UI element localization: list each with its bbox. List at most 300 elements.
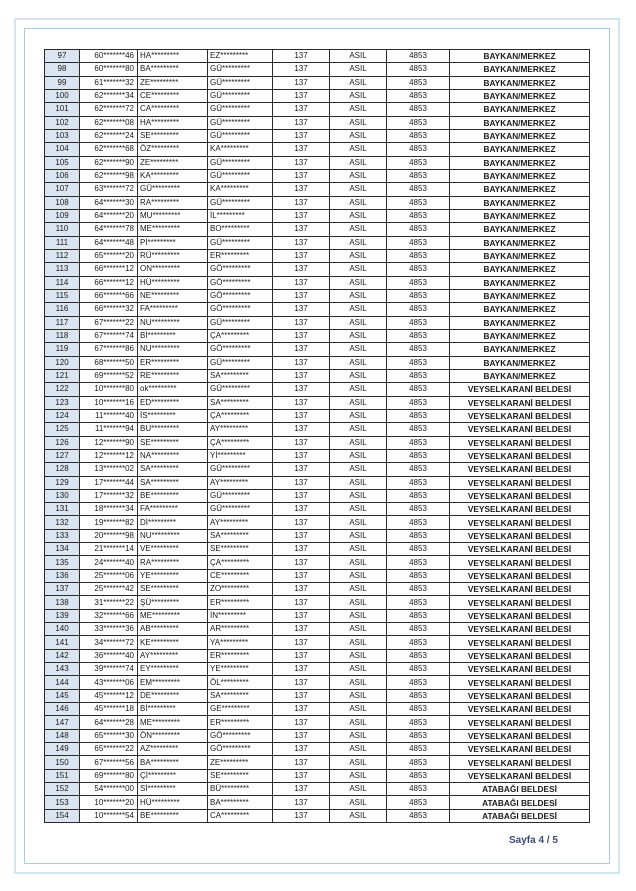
score-cell: 137 (273, 369, 330, 382)
last-name-cell: ÖL********* (208, 676, 273, 689)
first-name-cell: İS********* (138, 409, 208, 422)
institution-cell: VEYSELKARANİ BELDESİ (450, 503, 590, 516)
code-cell: 4853 (387, 76, 450, 89)
last-name-cell: GE********* (208, 703, 273, 716)
institution-cell: BAYKAN/MERKEZ (450, 196, 590, 209)
id-number-cell: 62*******08 (80, 116, 138, 129)
row-number-cell: 145 (45, 689, 80, 702)
code-cell: 4853 (387, 689, 450, 702)
row-number-cell: 126 (45, 436, 80, 449)
code-cell: 4853 (387, 316, 450, 329)
row-number-cell: 135 (45, 556, 80, 569)
score-cell: 137 (273, 343, 330, 356)
first-name-cell: ED********* (138, 396, 208, 409)
score-cell: 137 (273, 356, 330, 369)
institution-cell: VEYSELKARANİ BELDESİ (450, 543, 590, 556)
table-row (45, 489, 590, 502)
score-cell: 137 (273, 503, 330, 516)
id-number-cell: 12*******12 (80, 449, 138, 462)
institution-cell: ATABAĞI BELDESİ (450, 809, 590, 822)
row-number-cell: 129 (45, 476, 80, 489)
code-cell: 4853 (387, 249, 450, 262)
institution-cell: ATABAĞI BELDESİ (450, 796, 590, 809)
status-cell: ASIL (330, 449, 387, 462)
code-cell: 4853 (387, 676, 450, 689)
row-number-cell: 121 (45, 369, 80, 382)
status-cell: ASIL (330, 743, 387, 756)
first-name-cell: ÖN********* (138, 729, 208, 742)
first-name-cell: ZE********* (138, 156, 208, 169)
code-cell: 4853 (387, 223, 450, 236)
last-name-cell: CA********* (208, 809, 273, 822)
institution-cell: BAYKAN/MERKEZ (450, 209, 590, 222)
code-cell: 4853 (387, 583, 450, 596)
institution-cell: VEYSELKARANİ BELDESİ (450, 529, 590, 542)
status-cell: ASIL (330, 649, 387, 662)
id-number-cell: 17*******32 (80, 489, 138, 502)
row-number-cell: 134 (45, 543, 80, 556)
code-cell: 4853 (387, 743, 450, 756)
code-cell: 4853 (387, 50, 450, 63)
table-row (45, 209, 590, 222)
status-cell: ASIL (330, 716, 387, 729)
score-cell: 137 (273, 729, 330, 742)
score-cell: 137 (273, 556, 330, 569)
status-cell: ASIL (330, 583, 387, 596)
last-name-cell: GÜ********* (208, 503, 273, 516)
status-cell: ASIL (330, 249, 387, 262)
last-name-cell: GÜ********* (208, 76, 273, 89)
institution-cell: VEYSELKARANİ BELDESİ (450, 383, 590, 396)
code-cell: 4853 (387, 303, 450, 316)
score-cell: 137 (273, 516, 330, 529)
last-name-cell: GÜ********* (208, 89, 273, 102)
first-name-cell: ME********* (138, 716, 208, 729)
last-name-cell: BO********* (208, 223, 273, 236)
table-row (45, 356, 590, 369)
first-name-cell: SA********* (138, 463, 208, 476)
first-name-cell: NA********* (138, 449, 208, 462)
institution-cell: VEYSELKARANİ BELDESİ (450, 716, 590, 729)
table-row (45, 516, 590, 529)
score-cell: 137 (273, 196, 330, 209)
code-cell: 4853 (387, 383, 450, 396)
row-number-cell: 101 (45, 103, 80, 116)
institution-cell: BAYKAN/MERKEZ (450, 289, 590, 302)
table-row (45, 756, 590, 769)
status-cell: ASIL (330, 476, 387, 489)
status-cell: ASIL (330, 436, 387, 449)
id-number-cell: 32*******66 (80, 609, 138, 622)
institution-cell: BAYKAN/MERKEZ (450, 329, 590, 342)
score-cell: 137 (273, 263, 330, 276)
row-number-cell: 104 (45, 143, 80, 156)
status-cell: ASIL (330, 689, 387, 702)
institution-cell: VEYSELKARANİ BELDESİ (450, 583, 590, 596)
code-cell: 4853 (387, 209, 450, 222)
code-cell: 4853 (387, 516, 450, 529)
score-cell: 137 (273, 783, 330, 796)
institution-cell: VEYSELKARANİ BELDESİ (450, 569, 590, 582)
id-number-cell: 65*******30 (80, 729, 138, 742)
id-number-cell: 64*******30 (80, 196, 138, 209)
score-cell: 137 (273, 569, 330, 582)
row-number-cell: 131 (45, 503, 80, 516)
last-name-cell: GÖ********* (208, 263, 273, 276)
row-number-cell: 116 (45, 303, 80, 316)
table-row (45, 649, 590, 662)
code-cell: 4853 (387, 463, 450, 476)
table-row (45, 183, 590, 196)
score-cell: 137 (273, 303, 330, 316)
first-name-cell: HA********* (138, 116, 208, 129)
institution-cell: BAYKAN/MERKEZ (450, 303, 590, 316)
first-name-cell: RA********* (138, 196, 208, 209)
code-cell: 4853 (387, 609, 450, 622)
last-name-cell: KA********* (208, 183, 273, 196)
score-cell: 137 (273, 129, 330, 142)
last-name-cell: GÜ********* (208, 169, 273, 182)
status-cell: ASIL (330, 156, 387, 169)
first-name-cell: ER********* (138, 356, 208, 369)
table-row (45, 596, 590, 609)
table-row (45, 583, 590, 596)
table-row (45, 716, 590, 729)
first-name-cell: ON********* (138, 263, 208, 276)
first-name-cell: RE********* (138, 369, 208, 382)
status-cell: ASIL (330, 503, 387, 516)
institution-cell: BAYKAN/MERKEZ (450, 116, 590, 129)
row-number-cell: 143 (45, 663, 80, 676)
first-name-cell: Pİ********* (138, 236, 208, 249)
table-row (45, 396, 590, 409)
score-cell: 137 (273, 436, 330, 449)
table-row (45, 116, 590, 129)
first-name-cell: SE********* (138, 436, 208, 449)
last-name-cell: GÖ********* (208, 303, 273, 316)
institution-cell: BAYKAN/MERKEZ (450, 276, 590, 289)
institution-cell: BAYKAN/MERKEZ (450, 63, 590, 76)
table-row (45, 50, 590, 63)
code-cell: 4853 (387, 556, 450, 569)
score-cell: 137 (273, 396, 330, 409)
score-cell: 137 (273, 143, 330, 156)
status-cell: ASIL (330, 529, 387, 542)
last-name-cell: İL********* (208, 209, 273, 222)
id-number-cell: 69*******80 (80, 769, 138, 782)
institution-cell: VEYSELKARANİ BELDESİ (450, 743, 590, 756)
score-cell: 137 (273, 596, 330, 609)
status-cell: ASIL (330, 223, 387, 236)
code-cell: 4853 (387, 449, 450, 462)
code-cell: 4853 (387, 156, 450, 169)
table-row (45, 409, 590, 422)
status-cell: ASIL (330, 369, 387, 382)
row-number-cell: 137 (45, 583, 80, 596)
id-number-cell: 21*******14 (80, 543, 138, 556)
status-cell: ASIL (330, 169, 387, 182)
score-cell: 137 (273, 476, 330, 489)
id-number-cell: 13*******02 (80, 463, 138, 476)
code-cell: 4853 (387, 183, 450, 196)
status-cell: ASIL (330, 343, 387, 356)
first-name-cell: KA********* (138, 169, 208, 182)
last-name-cell: ÇA********* (208, 436, 273, 449)
institution-cell: VEYSELKARANİ BELDESİ (450, 609, 590, 622)
institution-cell: BAYKAN/MERKEZ (450, 356, 590, 369)
score-cell: 137 (273, 383, 330, 396)
score-cell: 137 (273, 63, 330, 76)
last-name-cell: GÜ********* (208, 489, 273, 502)
status-cell: ASIL (330, 609, 387, 622)
table-row (45, 249, 590, 262)
institution-cell: BAYKAN/MERKEZ (450, 316, 590, 329)
first-name-cell: ZE********* (138, 76, 208, 89)
table-row (45, 169, 590, 182)
code-cell: 4853 (387, 143, 450, 156)
last-name-cell: SA********* (208, 529, 273, 542)
id-number-cell: 66*******32 (80, 303, 138, 316)
row-number-cell: 112 (45, 249, 80, 262)
score-cell: 137 (273, 463, 330, 476)
first-name-cell: AB********* (138, 623, 208, 636)
last-name-cell: YA********* (208, 636, 273, 649)
institution-cell: VEYSELKARANİ BELDESİ (450, 409, 590, 422)
score-cell: 137 (273, 423, 330, 436)
status-cell: ASIL (330, 623, 387, 636)
code-cell: 4853 (387, 529, 450, 542)
score-cell: 137 (273, 249, 330, 262)
institution-cell: BAYKAN/MERKEZ (450, 223, 590, 236)
first-name-cell: NU********* (138, 316, 208, 329)
status-cell: ASIL (330, 796, 387, 809)
table-row (45, 223, 590, 236)
table-row (45, 263, 590, 276)
status-cell: ASIL (330, 303, 387, 316)
status-cell: ASIL (330, 143, 387, 156)
id-number-cell: 17*******44 (80, 476, 138, 489)
table-row (45, 543, 590, 556)
institution-cell: BAYKAN/MERKEZ (450, 236, 590, 249)
table-row (45, 383, 590, 396)
institution-cell: BAYKAN/MERKEZ (450, 183, 590, 196)
id-number-cell: 62*******24 (80, 129, 138, 142)
last-name-cell: GÖ********* (208, 729, 273, 742)
table-row (45, 729, 590, 742)
table-row (45, 236, 590, 249)
row-number-cell: 106 (45, 169, 80, 182)
code-cell: 4853 (387, 103, 450, 116)
score-cell: 137 (273, 89, 330, 102)
first-name-cell: BA********* (138, 63, 208, 76)
last-name-cell: ER********* (208, 716, 273, 729)
status-cell: ASIL (330, 783, 387, 796)
table-row (45, 369, 590, 382)
id-number-cell: 66*******12 (80, 263, 138, 276)
code-cell: 4853 (387, 89, 450, 102)
row-number-cell: 144 (45, 676, 80, 689)
status-cell: ASIL (330, 316, 387, 329)
institution-cell: BAYKAN/MERKEZ (450, 89, 590, 102)
status-cell: ASIL (330, 236, 387, 249)
status-cell: ASIL (330, 569, 387, 582)
institution-cell: VEYSELKARANİ BELDESİ (450, 556, 590, 569)
score-cell: 137 (273, 583, 330, 596)
code-cell: 4853 (387, 543, 450, 556)
last-name-cell: GÜ********* (208, 383, 273, 396)
score-cell: 137 (273, 636, 330, 649)
id-number-cell: 64*******48 (80, 236, 138, 249)
score-cell: 137 (273, 703, 330, 716)
institution-cell: BAYKAN/MERKEZ (450, 263, 590, 276)
status-cell: ASIL (330, 103, 387, 116)
code-cell: 4853 (387, 289, 450, 302)
row-number-cell: 151 (45, 769, 80, 782)
row-number-cell: 152 (45, 783, 80, 796)
code-cell: 4853 (387, 636, 450, 649)
first-name-cell: ÖZ********* (138, 143, 208, 156)
first-name-cell: FA********* (138, 503, 208, 516)
score-cell: 137 (273, 609, 330, 622)
last-name-cell: ER********* (208, 649, 273, 662)
score-cell: 137 (273, 649, 330, 662)
id-number-cell: 64*******78 (80, 223, 138, 236)
code-cell: 4853 (387, 729, 450, 742)
table-row (45, 463, 590, 476)
table-row (45, 316, 590, 329)
row-number-cell: 108 (45, 196, 80, 209)
first-name-cell: HÜ********* (138, 276, 208, 289)
last-name-cell: GÜ********* (208, 236, 273, 249)
row-number-cell: 139 (45, 609, 80, 622)
last-name-cell: SA********* (208, 689, 273, 702)
code-cell: 4853 (387, 769, 450, 782)
institution-cell: BAYKAN/MERKEZ (450, 169, 590, 182)
id-number-cell: 61*******32 (80, 76, 138, 89)
last-name-cell: CE********* (208, 569, 273, 582)
id-number-cell: 62*******68 (80, 143, 138, 156)
first-name-cell: KE********* (138, 636, 208, 649)
last-name-cell: ÇA********* (208, 409, 273, 422)
last-name-cell: GÜ********* (208, 463, 273, 476)
row-number-cell: 130 (45, 489, 80, 502)
institution-cell: BAYKAN/MERKEZ (450, 103, 590, 116)
first-name-cell: EY********* (138, 663, 208, 676)
institution-cell: BAYKAN/MERKEZ (450, 76, 590, 89)
institution-cell: VEYSELKARANİ BELDESİ (450, 516, 590, 529)
last-name-cell: AY********* (208, 423, 273, 436)
table-row (45, 529, 590, 542)
status-cell: ASIL (330, 63, 387, 76)
code-cell: 4853 (387, 343, 450, 356)
table-row (45, 196, 590, 209)
id-number-cell: 19*******82 (80, 516, 138, 529)
score-cell: 137 (273, 116, 330, 129)
score-cell: 137 (273, 449, 330, 462)
id-number-cell: 33*******36 (80, 623, 138, 636)
institution-cell: BAYKAN/MERKEZ (450, 369, 590, 382)
row-number-cell: 111 (45, 236, 80, 249)
row-number-cell: 99 (45, 76, 80, 89)
score-cell: 137 (273, 183, 330, 196)
code-cell: 4853 (387, 196, 450, 209)
code-cell: 4853 (387, 716, 450, 729)
first-name-cell: RÜ********* (138, 249, 208, 262)
institution-cell: VEYSELKARANİ BELDESİ (450, 476, 590, 489)
table-row (45, 343, 590, 356)
code-cell: 4853 (387, 596, 450, 609)
institution-cell: VEYSELKARANİ BELDESİ (450, 729, 590, 742)
table-row (45, 449, 590, 462)
id-number-cell: 67*******74 (80, 329, 138, 342)
code-cell: 4853 (387, 263, 450, 276)
table-row (45, 809, 590, 822)
last-name-cell: ÇA********* (208, 329, 273, 342)
status-cell: ASIL (330, 383, 387, 396)
status-cell: ASIL (330, 556, 387, 569)
code-cell: 4853 (387, 796, 450, 809)
row-number-cell: 100 (45, 89, 80, 102)
row-number-cell: 125 (45, 423, 80, 436)
table-row (45, 289, 590, 302)
status-cell: ASIL (330, 196, 387, 209)
status-cell: ASIL (330, 129, 387, 142)
status-cell: ASIL (330, 756, 387, 769)
code-cell: 4853 (387, 129, 450, 142)
last-name-cell: GÜ********* (208, 116, 273, 129)
first-name-cell: ok********* (138, 383, 208, 396)
id-number-cell: 62*******90 (80, 156, 138, 169)
table-row (45, 769, 590, 782)
first-name-cell: ME********* (138, 609, 208, 622)
first-name-cell: BE********* (138, 809, 208, 822)
id-number-cell: 11*******40 (80, 409, 138, 422)
last-name-cell: GÜ********* (208, 103, 273, 116)
id-number-cell: 43*******06 (80, 676, 138, 689)
status-cell: ASIL (330, 289, 387, 302)
id-number-cell: 45*******18 (80, 703, 138, 716)
institution-cell: BAYKAN/MERKEZ (450, 143, 590, 156)
code-cell: 4853 (387, 503, 450, 516)
last-name-cell: GÜ********* (208, 156, 273, 169)
status-cell: ASIL (330, 423, 387, 436)
row-number-cell: 140 (45, 623, 80, 636)
first-name-cell: Bİ********* (138, 703, 208, 716)
id-number-cell: 24*******40 (80, 556, 138, 569)
score-cell: 137 (273, 623, 330, 636)
id-number-cell: 39*******74 (80, 663, 138, 676)
table-row (45, 783, 590, 796)
row-number-cell: 109 (45, 209, 80, 222)
status-cell: ASIL (330, 463, 387, 476)
first-name-cell: SE********* (138, 583, 208, 596)
table-row (45, 569, 590, 582)
last-name-cell: BÜ********* (208, 783, 273, 796)
row-number-cell: 117 (45, 316, 80, 329)
row-number-cell: 136 (45, 569, 80, 582)
first-name-cell: NU********* (138, 343, 208, 356)
score-cell: 137 (273, 716, 330, 729)
first-name-cell: SA********* (138, 476, 208, 489)
code-cell: 4853 (387, 329, 450, 342)
id-number-cell: 69*******52 (80, 369, 138, 382)
id-number-cell: 10*******16 (80, 396, 138, 409)
institution-cell: VEYSELKARANİ BELDESİ (450, 423, 590, 436)
last-name-cell: SA********* (208, 369, 273, 382)
score-cell: 137 (273, 209, 330, 222)
first-name-cell: EM********* (138, 676, 208, 689)
table-row (45, 703, 590, 716)
